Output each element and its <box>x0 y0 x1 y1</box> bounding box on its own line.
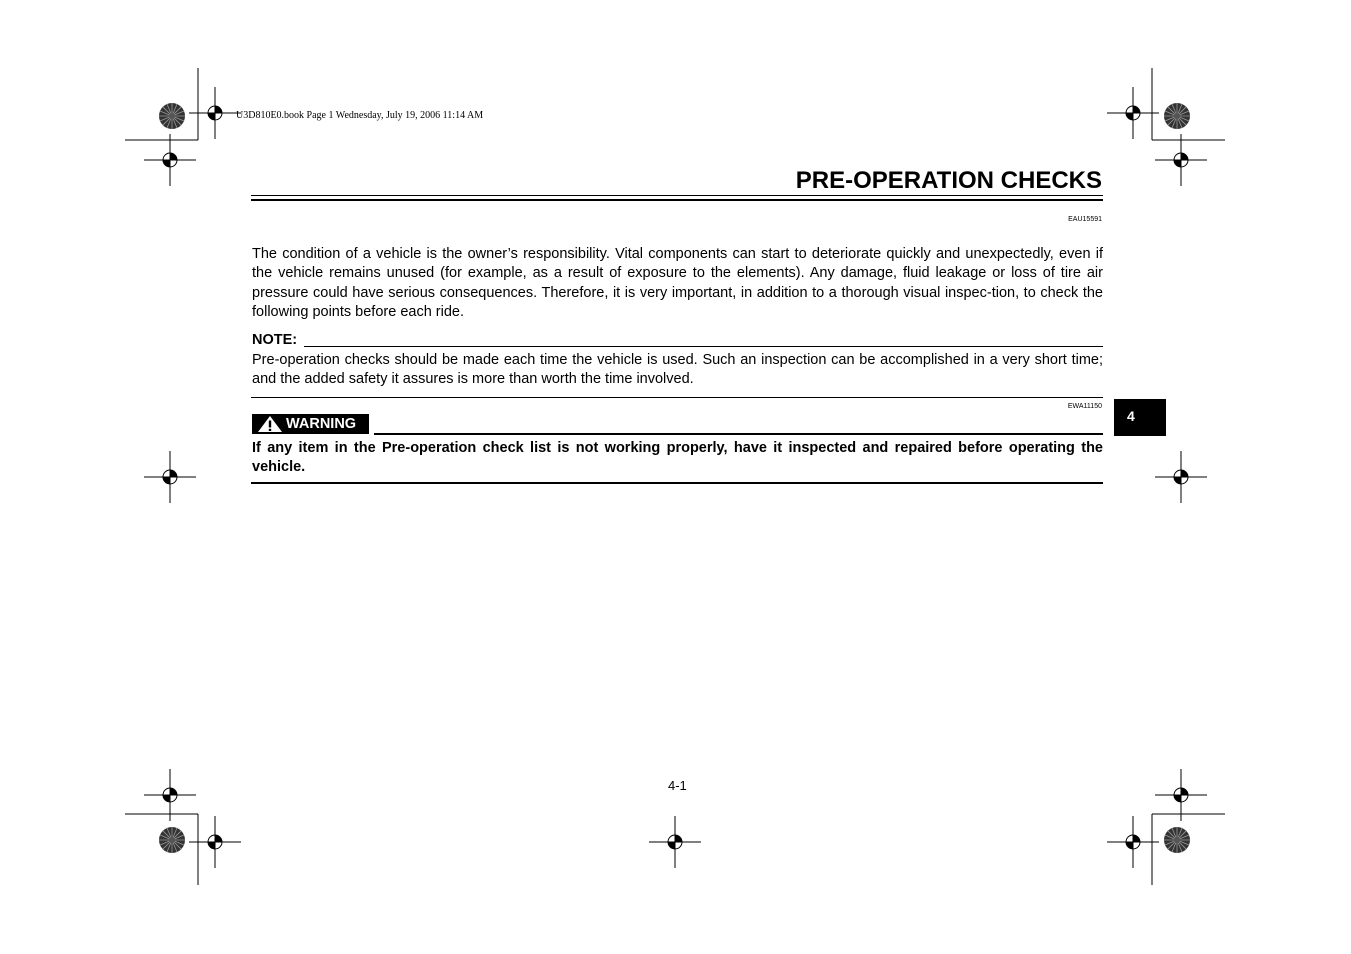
note-label: NOTE: <box>252 332 298 348</box>
note-rule <box>304 346 1103 347</box>
registration-mark-icon <box>1155 769 1207 821</box>
warning-end-rule <box>251 482 1103 484</box>
starburst-target-icon <box>159 103 185 129</box>
warning-triangle-icon <box>257 415 283 433</box>
registration-mark-icon <box>189 816 241 868</box>
warning-label: WARNING <box>286 416 357 432</box>
title-rule-top <box>251 195 1103 196</box>
intro-paragraph: The condition of a vehicle is the owner’s responsibility. Vital components can start to deteriorate quickly and unexpectedly, even if the vehicle remains unused (for example, as a result of exposure to the elements). Any damage, fluid leakage or loss of tire air pressure could have serious consequences. Therefore, it is very important, in addition to a thorough visual inspec-tion, to check the following points before each ride. <box>252 246 1103 321</box>
print-header-info: U3D810E0.book Page 1 Wednesday, July 19, 2006 11:14 AM <box>236 110 484 121</box>
warning-badge <box>252 414 369 434</box>
starburst-target-icon <box>1164 103 1190 129</box>
warning-rule <box>374 433 1103 435</box>
registration-mark-icon <box>144 451 196 503</box>
page-title: PRE-OPERATION CHECKS <box>795 167 1102 194</box>
section-code: EAU15591 <box>1068 216 1102 223</box>
note-end-rule <box>251 397 1103 398</box>
warning-text: If any item in the Pre-operation check list is not working properly, have it inspected and repaired before operating the vehicle. <box>252 440 1103 476</box>
note-text: Pre-operation checks should be made each time the vehicle is used. Such an inspection can be accomplished in a very short time; and the added safety it assures is more than worth the time involved. <box>252 352 1103 388</box>
registration-mark-icon <box>144 134 196 186</box>
starburst-target-icon <box>1164 827 1190 853</box>
registration-mark-icon <box>1155 134 1207 186</box>
registration-mark-icon <box>649 816 701 868</box>
starburst-target-icon <box>159 827 185 853</box>
registration-mark-icon <box>1155 451 1207 503</box>
warning-code: EWA11150 <box>1067 403 1102 410</box>
registration-mark-icon <box>1107 816 1159 868</box>
title-rule-bottom <box>251 199 1103 201</box>
registration-mark-icon <box>144 769 196 821</box>
registration-mark-icon <box>189 87 241 139</box>
chapter-tab: 4 <box>1114 399 1166 436</box>
registration-mark-icon <box>1107 87 1159 139</box>
page-number: 4-1 <box>668 778 687 793</box>
